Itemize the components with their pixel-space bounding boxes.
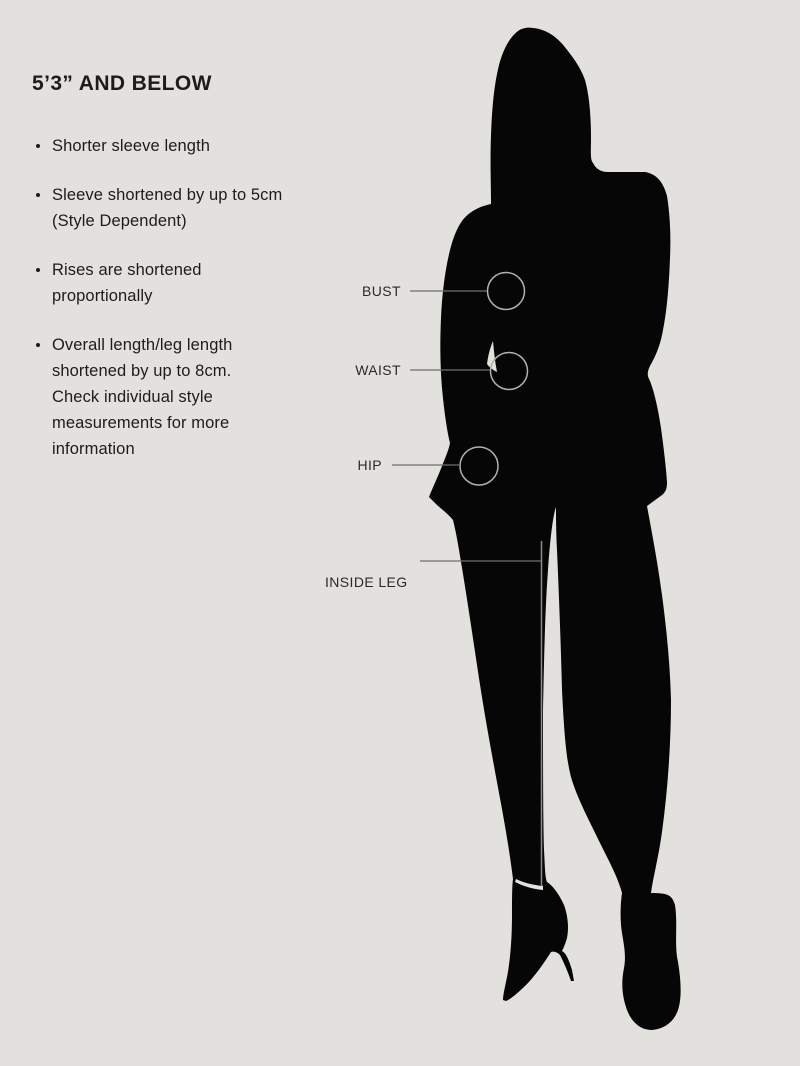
woman-silhouette <box>429 28 681 1030</box>
bullet-dot-icon <box>36 343 40 347</box>
bullet-text: shortened by up to 8cm. <box>52 362 232 380</box>
bullet-text: Shorter sleeve length <box>52 137 211 155</box>
bullet-item-overall-length <box>32 332 312 462</box>
bullet-text: Check individual style <box>52 388 213 406</box>
bullet-text: information <box>52 440 135 458</box>
bust-label: BUST <box>362 283 401 299</box>
bullet-list <box>32 133 312 462</box>
bullet-text: Rises are shortened <box>52 261 202 279</box>
hip-label: HIP <box>357 457 382 473</box>
bullet-text: proportionally <box>52 287 153 305</box>
bullet-text: (Style Dependent) <box>52 212 187 230</box>
bullet-item-sleeve-length <box>32 133 312 159</box>
bullet-text: measurements for more <box>52 414 230 432</box>
bullet-text: Sleeve shortened by up to 5cm <box>52 186 283 204</box>
bullet-text: Overall length/leg length <box>52 336 233 354</box>
waist-label: WAIST <box>355 362 401 378</box>
bullet-dot-icon <box>36 193 40 197</box>
bullet-dot-icon <box>36 268 40 272</box>
bullet-dot-icon <box>36 144 40 148</box>
info-block <box>32 72 312 485</box>
bullet-item-rises <box>32 257 312 309</box>
bullet-item-sleeve-shortened <box>32 182 312 234</box>
inside-leg-label: INSIDE LEG <box>325 574 408 590</box>
page-title: 5’3” AND BELOW <box>32 72 212 95</box>
